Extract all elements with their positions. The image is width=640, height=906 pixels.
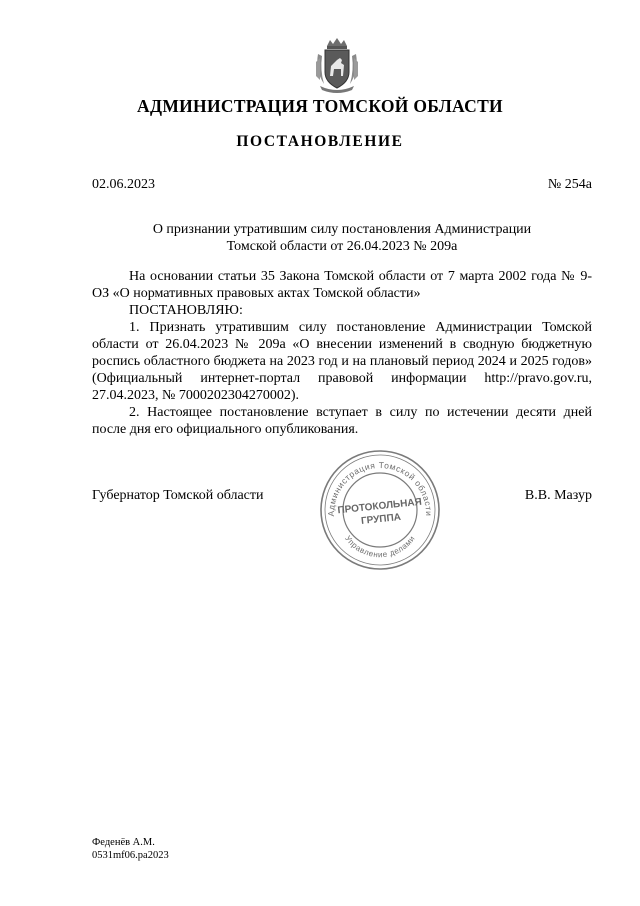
- stamp-outer-text: Администрация Томской области: [325, 459, 435, 517]
- organization-title: АДМИНИСТРАЦИЯ ТОМСКОЙ ОБЛАСТИ: [137, 96, 503, 116]
- document-subject: [92, 221, 592, 255]
- signatory-name: В.В. Мазур: [524, 488, 592, 503]
- document-body: [92, 268, 592, 438]
- footer-info: [92, 836, 169, 862]
- stamp-center-line-1: ПРОТОКОЛЬНАЯ: [336, 496, 423, 517]
- footer-file-code: 0531mf06.ра2023: [92, 850, 169, 861]
- item-1-paragraph: 1. Признать утратившим силу постановление Администрации Томской области от 26.04.2023 № 209а «О внесении изменений в сводную бюджетную роспись областного бюджета на 2023 год и на плановый период 2024 и 2025 годов» (Официальный интернет-портал правовой информации http://pravo.gov.ru, 27.04.2023, № 7000202304270002).: [92, 320, 592, 403]
- legal-basis-paragraph: На основании статьи 35 Закона Томской области от 7 марта 2002 года № 9-ОЗ «О нормативных правовых актах Томской области»: [92, 269, 592, 301]
- stamp-center-line-2: ГРУППА: [360, 511, 402, 528]
- subject-line-2: Томской области от 26.04.2023 № 209а: [226, 239, 458, 254]
- official-stamp: [318, 448, 442, 572]
- resolve-heading: ПОСТАНОВЛЯЮ:: [129, 303, 243, 318]
- stamp-bottom-text: Управление делами: [343, 533, 417, 560]
- item-2-paragraph: 2. Настоящее постановление вступает в силу по истечении десяти дней после дня его официального опубликования.: [92, 405, 592, 437]
- document-number: № 254а: [547, 177, 592, 192]
- document-type: ПОСТАНОВЛЕНИЕ: [236, 133, 404, 150]
- tomsk-coat-of-arms-icon: [314, 36, 360, 94]
- footer-author: Феденёв А.М.: [92, 837, 155, 848]
- subject-line-1: О признании утратившим силу постановления Администрации: [152, 222, 532, 237]
- signatory-title: Губернатор Томской области: [92, 488, 264, 503]
- document-date: 02.06.2023: [92, 177, 155, 192]
